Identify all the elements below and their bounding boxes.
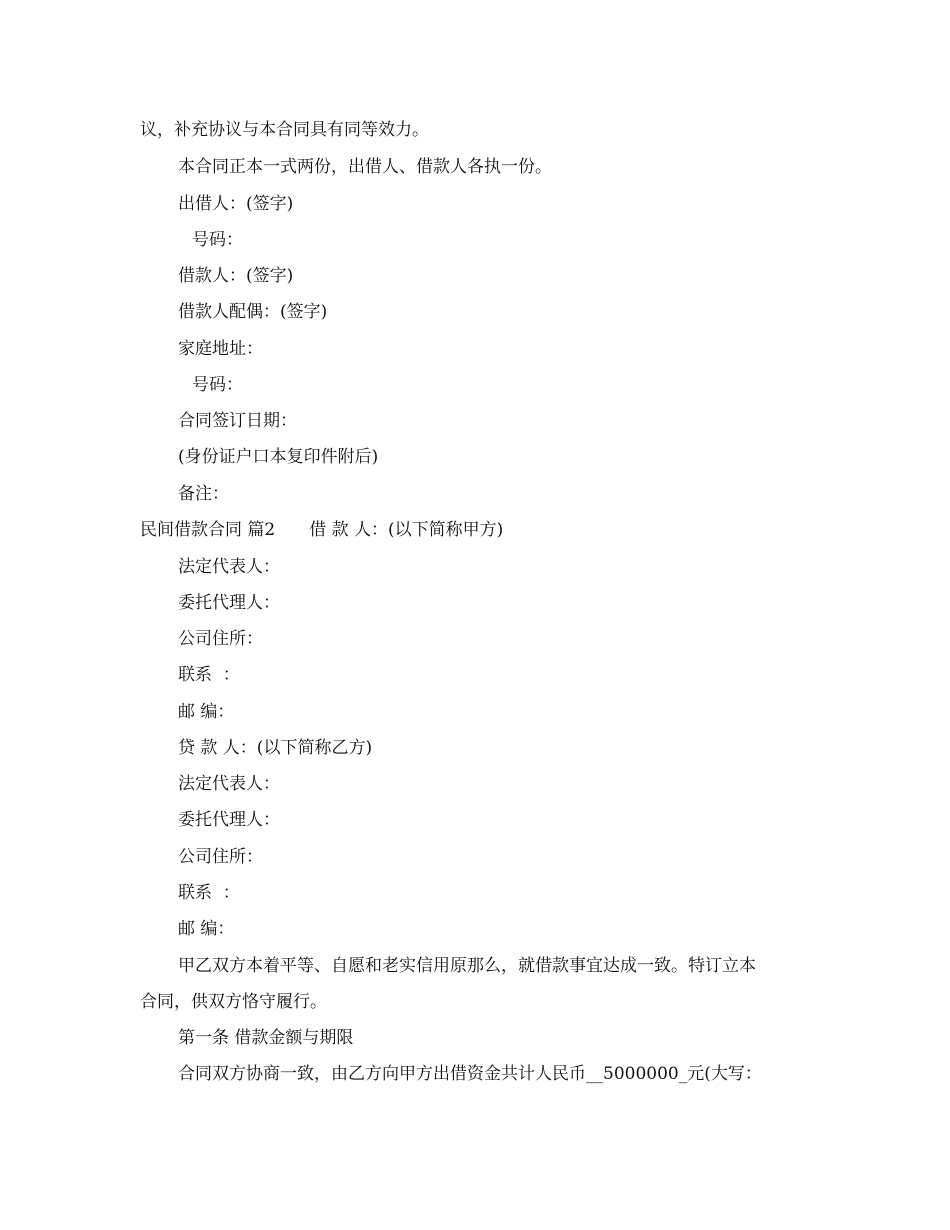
paragraph-continuation: 议，补充协议与本合同具有同等效力。 — [140, 120, 429, 140]
principle-paragraph-line-2: 合同，供双方恪守履行。 — [140, 992, 327, 1012]
lender-signature-line: 出借人：(签字) — [178, 194, 294, 214]
party-b-address: 公司住所： — [178, 847, 263, 867]
home-address-line: 家庭地址： — [178, 339, 263, 359]
contract-2-heading-line — [140, 519, 503, 541]
borrower-party-header: 借 款 人：(以下简称甲方) — [309, 520, 504, 540]
spouse-signature-line: 借款人配偶：(签字) — [178, 302, 328, 322]
copies-clause: 本合同正本一式两份，出借人、借款人各执一份。 — [178, 157, 552, 177]
loan-amount-line: 合同双方协商一致，由乙方向甲方出借资金共计人民币__5000000_元(大写： — [178, 1064, 762, 1084]
party-a-agent: 委托代理人： — [178, 593, 280, 613]
party-a-zip: 邮 编： — [178, 702, 235, 722]
contract-2-title: 民间借款合同 篇2 — [140, 520, 276, 540]
party-b-zip: 邮 编： — [178, 919, 235, 939]
party-b-legal-rep: 法定代表人： — [178, 774, 280, 794]
party-a-contact: 联系 ： — [178, 665, 240, 685]
signing-date-line: 合同签订日期： — [178, 411, 297, 431]
phone-line: 号码： — [192, 375, 243, 395]
remarks-line: 备注： — [178, 484, 229, 504]
borrower-signature-line: 借款人：(签字) — [178, 266, 294, 286]
party-a-legal-rep: 法定代表人： — [178, 557, 280, 577]
party-b-agent: 委托代理人： — [178, 810, 280, 830]
principle-paragraph-line-1: 甲乙双方本着平等、自愿和老实信用原那么，就借款事宜达成一致。特订立本 — [178, 956, 756, 976]
article-1-heading: 第一条 借款金额与期限 — [178, 1028, 354, 1048]
lender-phone-line: 号码： — [192, 230, 243, 250]
party-b-contact: 联系 ： — [178, 883, 240, 903]
id-copies-note: (身份证户口本复印件附后) — [178, 447, 379, 467]
party-a-address: 公司住所： — [178, 629, 263, 649]
lender-party-header: 贷 款 人：(以下简称乙方) — [178, 738, 373, 758]
